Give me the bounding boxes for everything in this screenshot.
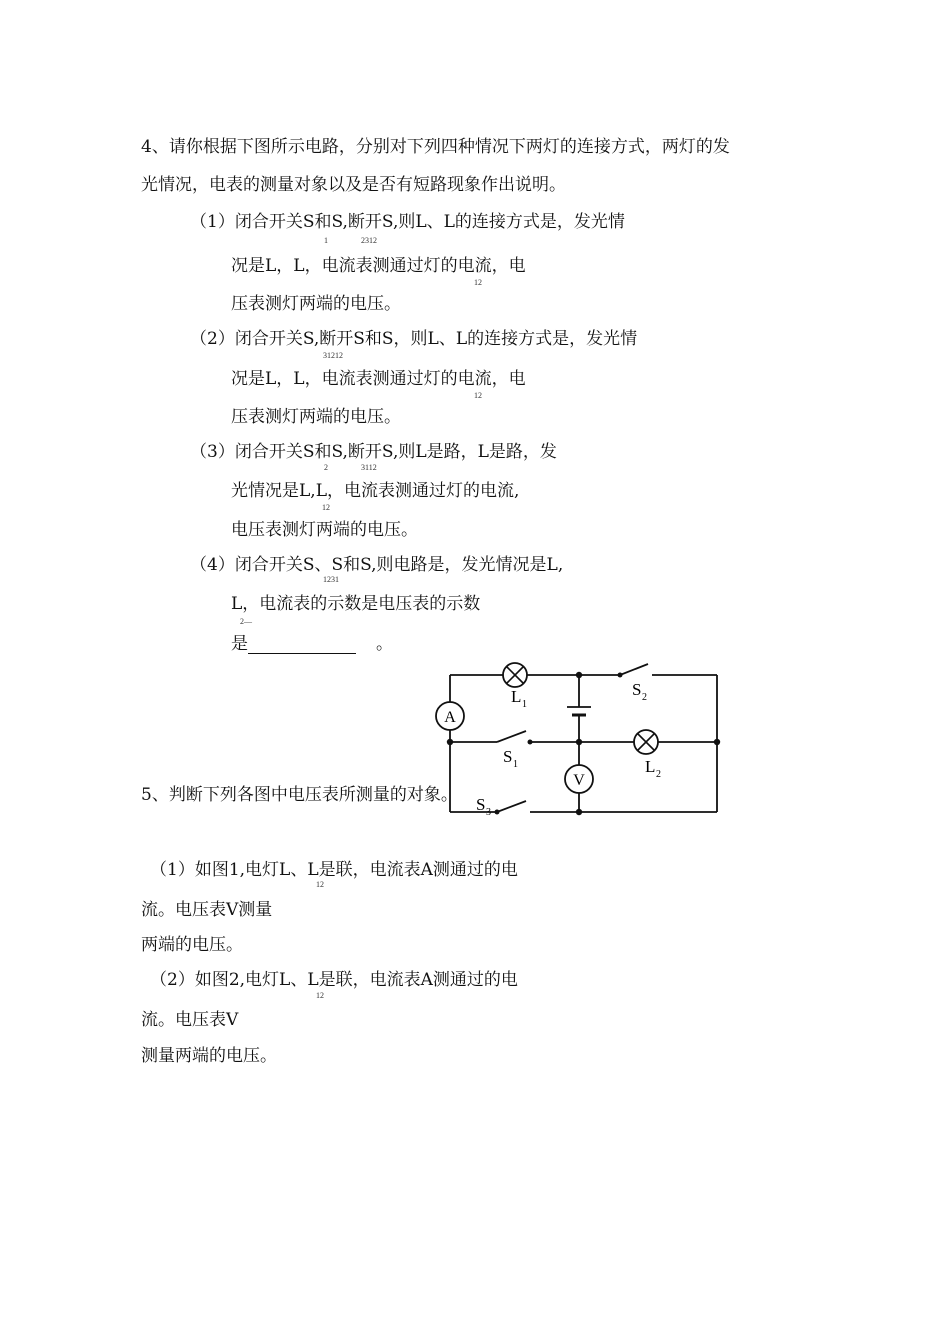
q4-p2-line2-subscript: 12: [474, 391, 482, 400]
q4-p1-line2-subscript: 12: [474, 278, 482, 287]
q5-p1-line3: 两端的电压。: [141, 935, 243, 955]
q4-p4-line1: （4）闭合开关S、S和S,则电路是，发光情况是L,: [190, 555, 564, 575]
label-s2: S: [632, 680, 642, 699]
q4-p4-line3-suffix: 。: [376, 634, 393, 654]
q4-p1-line3: 压表测灯两端的电压。: [231, 294, 401, 314]
q4-p3-line1-subscript-b: 3112: [361, 463, 377, 472]
voltmeter-label: V: [573, 772, 585, 789]
q5-title: 5、判断下列各图中电压表所测量的对象。: [141, 785, 458, 805]
label-s3: S: [476, 795, 486, 814]
q5-p2-line1: （2）如图2,电灯L、L是联，电流表A测通过的电: [150, 970, 518, 990]
label-s1: S: [503, 747, 513, 766]
q4-p1-line1: （1）闭合开关S和S,断开S,则L、L的连接方式是，发光情: [190, 212, 625, 232]
q4-p1-line1-subscript-b: 2312: [361, 236, 377, 245]
label-l1-subscript: 1: [522, 699, 527, 710]
q4-p2-line1: （2）闭合开关S,断开S和S，则L、L的连接方式是，发光情: [190, 329, 638, 349]
q5-p1-line1: （1）如图1,电灯L、L是联，电流表A测通过的电: [150, 860, 518, 880]
lamp-l2-symbol: [634, 730, 658, 754]
ammeter-label: A: [444, 709, 456, 726]
q4-p4-line2-subscript: 2—: [240, 617, 252, 626]
q4-p4-line2: L，电流表的示数是电压表的示数: [231, 594, 481, 614]
label-s1-subscript: 1: [513, 759, 518, 770]
q5-p1-line2: 流。电压表V测量: [141, 900, 273, 920]
q4-p4-line1-subscript: 1231: [323, 575, 339, 584]
q4-p4-line3-prefix: 是: [231, 634, 248, 654]
q4-p2-line2: 况是L，L，电流表测通过灯的电流，电: [231, 369, 526, 389]
q4-intro-line2: 光情况，电表的测量对象以及是否有短路现象作出说明。: [141, 175, 566, 195]
q5-p2-line2: 流。电压表V: [141, 1010, 239, 1030]
q4-p1-line1-subscript-a: 1: [324, 236, 328, 245]
q4-p3-line2: 光情况是L,L，电流表测通过灯的电流,: [231, 481, 520, 501]
q4-p1-line2: 况是L，L，电流表测通过灯的电流，电: [231, 256, 526, 276]
lamp-l1-symbol: [503, 663, 527, 687]
q5-p2-line1-subscript: 12: [316, 991, 324, 1000]
q4-p2-line1-subscript: 31212: [323, 351, 343, 360]
q5-p2-line3: 测量两端的电压。: [141, 1046, 277, 1066]
q4-intro-line1: 4、请你根据下图所示电路，分别对下列四种情况下两灯的连接方式，两灯的发: [141, 137, 730, 157]
q4-p3-line1: （3）闭合开关S和S,断开S,则L是路，L是路，发: [190, 442, 557, 462]
label-s3-subscript: 3: [486, 807, 491, 818]
q4-p3-line3: 电压表测灯两端的电压。: [231, 520, 418, 540]
label-l2-subscript: 2: [656, 769, 661, 780]
q4-p3-line1-subscript-a: 2: [324, 463, 328, 472]
label-l2: L: [645, 757, 656, 776]
q5-p1-line1-subscript: 12: [316, 880, 324, 889]
q4-p3-line2-subscript: 12: [322, 503, 330, 512]
label-s2-subscript: 2: [642, 692, 647, 703]
q4-p2-line3: 压表测灯两端的电压。: [231, 407, 401, 427]
label-l1: L: [511, 687, 522, 706]
